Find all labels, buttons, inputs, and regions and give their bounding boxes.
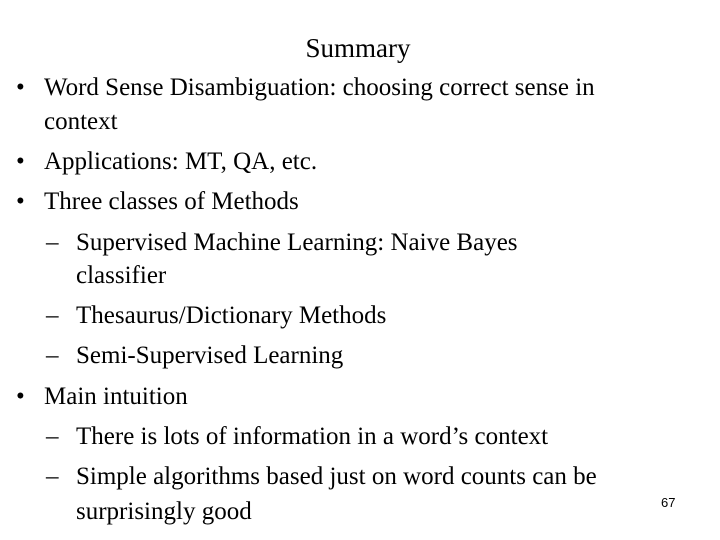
- bullet-icon: •: [16, 148, 25, 175]
- bullet-item-wsd-line1: Word Sense Disambiguation: choosing correct sense in: [44, 74, 595, 101]
- bullet-icon: •: [16, 188, 25, 215]
- subitem-supervised-line1: Supervised Machine Learning: Naive Bayes: [76, 229, 518, 256]
- dash-icon: –: [46, 342, 59, 369]
- subitem-simple-algorithms-line2: surprisingly good: [76, 498, 252, 525]
- bullet-item-wsd-line2: context: [44, 108, 118, 135]
- subitem-thesaurus: Thesaurus/Dictionary Methods: [76, 302, 387, 329]
- bullet-icon: •: [16, 74, 25, 101]
- slide-number: 67: [661, 495, 676, 510]
- subitem-information: There is lots of information in a word’s context: [76, 423, 549, 450]
- subitem-simple-algorithms-line1: Simple algorithms based just on word counts can be: [76, 463, 597, 490]
- subitem-semi-supervised: Semi-Supervised Learning: [76, 342, 344, 369]
- bullet-icon: •: [16, 383, 25, 410]
- slide-title: Summary: [305, 33, 411, 63]
- dash-icon: –: [46, 302, 59, 329]
- dash-icon: –: [46, 229, 59, 256]
- subitem-supervised-line2: classifier: [76, 262, 167, 289]
- dash-icon: –: [46, 423, 59, 450]
- bullet-item-methods: Three classes of Methods: [44, 188, 299, 215]
- dash-icon: –: [46, 463, 59, 490]
- bullet-item-main-intuition: Main intuition: [44, 383, 188, 410]
- bullet-item-applications: Applications: MT, QA, etc.: [44, 148, 318, 175]
